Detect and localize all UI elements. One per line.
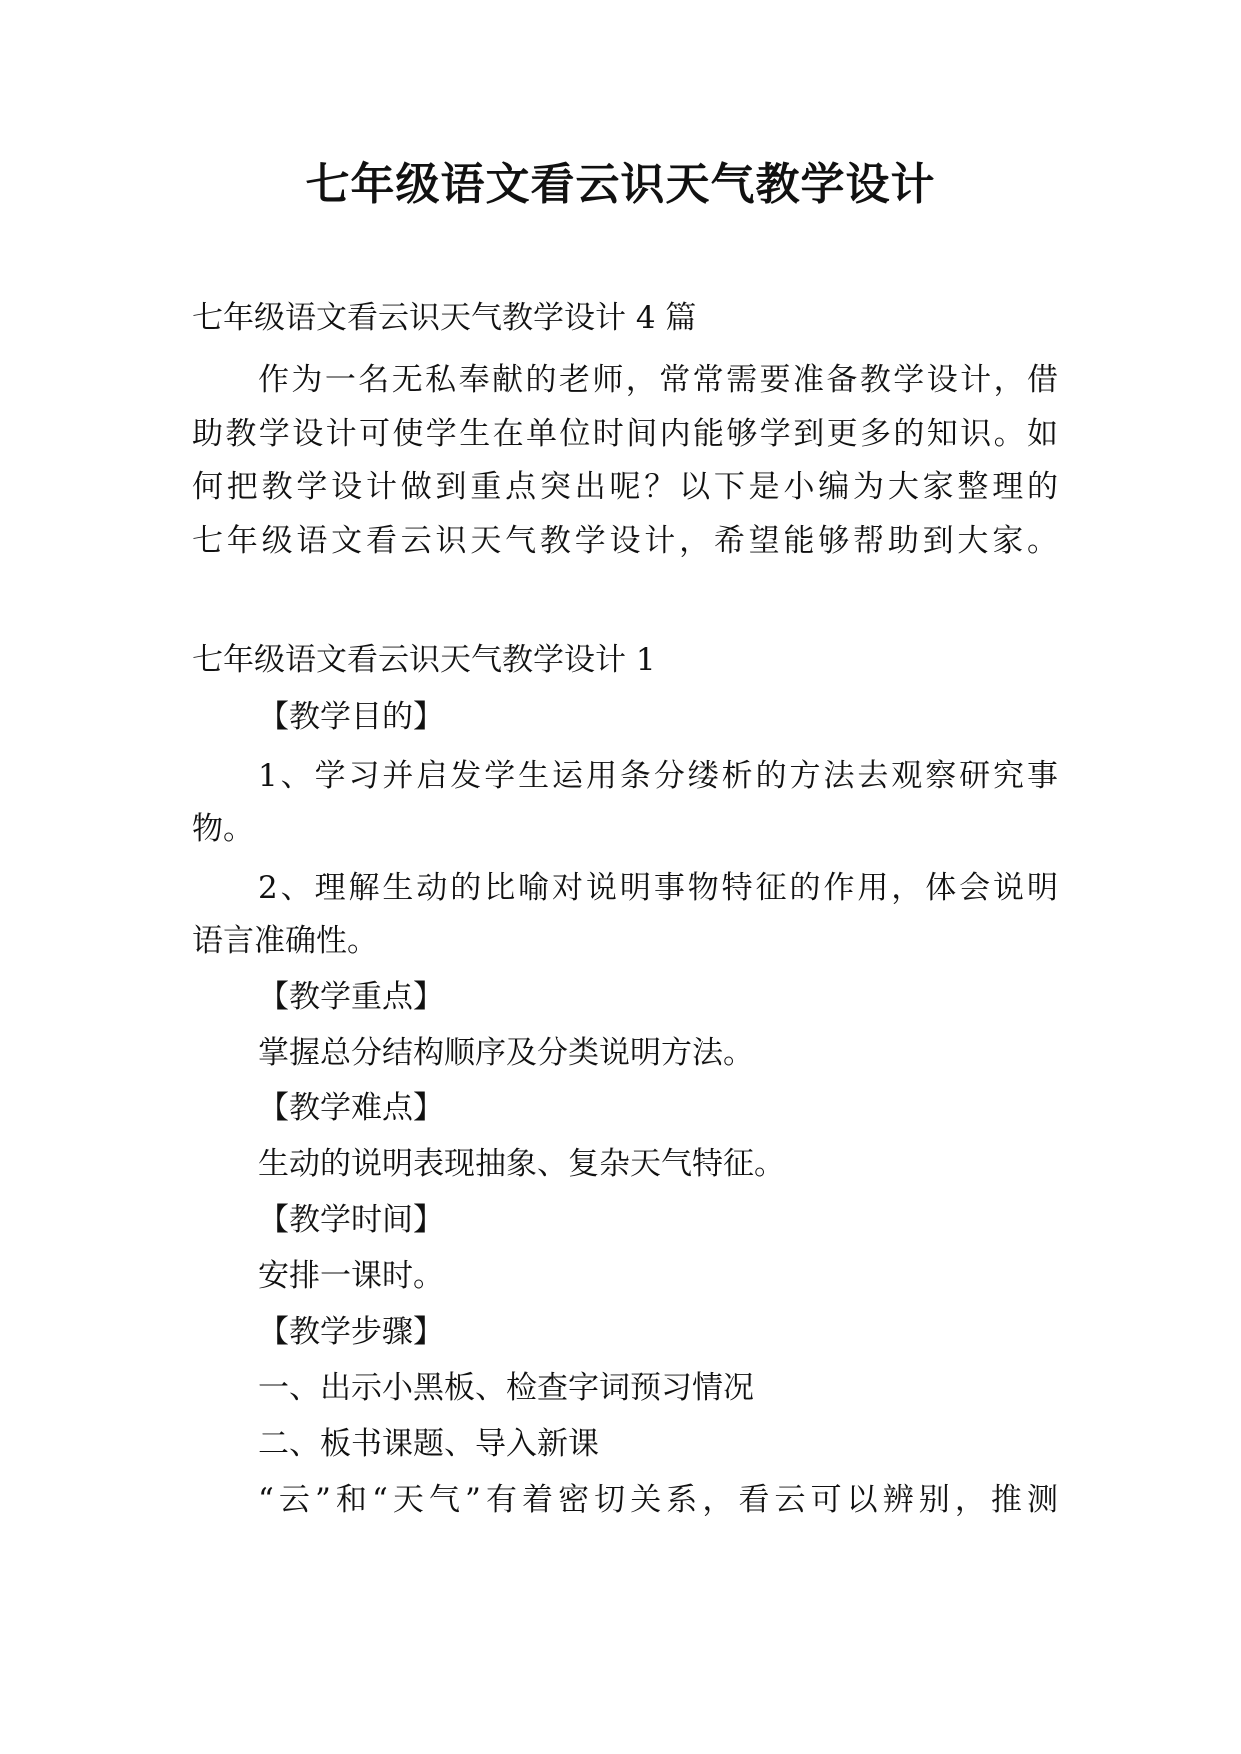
heading-teaching-time: 【教学时间】 [258,1202,444,1238]
document-title: 七年级语文看云识天气教学设计 [305,159,936,210]
heading-teaching-difficulty: 【教学难点】 [258,1090,444,1126]
intro-line-2: 助教学设计可使学生在单位时间内能够学到更多的知识。如 [192,416,1058,452]
teaching-difficulty-text: 生动的说明表现抽象、复杂天气特征。 [258,1146,785,1182]
intro-line-1: 作为一名无私奉献的老师，常常需要准备教学设计，借 [258,362,1058,398]
purpose-item-2-line-1: 2、理解生动的比喻对说明事物特征的作用，体会说明 [258,870,1058,906]
heading-teaching-focus: 【教学重点】 [258,979,444,1015]
subtitle-line: 七年级语文看云识天气教学设计 4 篇 [192,300,697,336]
teaching-time-text: 安排一课时。 [258,1258,444,1294]
purpose-item-1-line-1: 1、学习并启发学生运用条分缕析的方法去观察研究事 [258,758,1058,794]
heading-teaching-purpose: 【教学目的】 [258,699,444,735]
intro-line-3: 何把教学设计做到重点突出呢？以下是小编为大家整理的 [192,469,1058,505]
teaching-focus-text: 掌握总分结构顺序及分类说明方法。 [258,1035,754,1071]
intro-line-4: 七年级语文看云识天气教学设计，希望能够帮助到大家。 [192,523,1058,559]
step-2-text: 二、板书课题、导入新课 [258,1426,599,1462]
heading-teaching-steps: 【教学步骤】 [258,1314,444,1350]
step-1-text: 一、出示小黑板、检查字词预习情况 [258,1370,754,1406]
body-line-last: “云”和“天气”有着密切关系，看云可以辨别，推测 [258,1482,1058,1518]
purpose-item-2-line-2: 语言准确性。 [192,923,378,959]
purpose-item-1-line-2: 物。 [192,811,254,847]
section-heading: 七年级语文看云识天气教学设计 1 [192,642,656,678]
